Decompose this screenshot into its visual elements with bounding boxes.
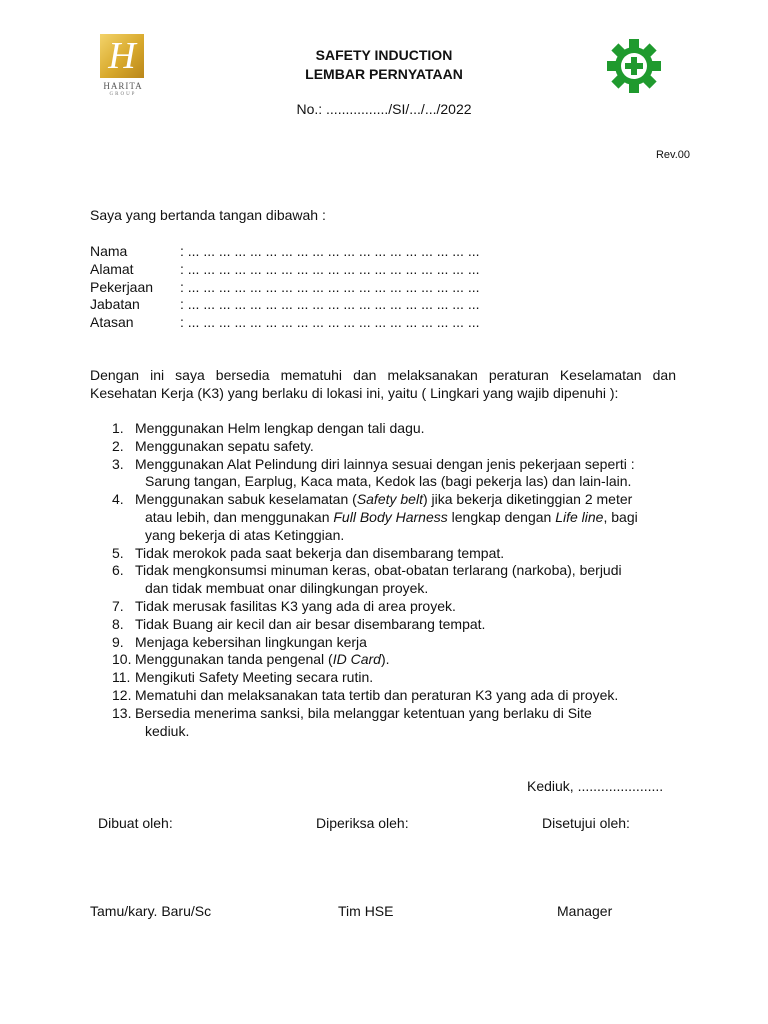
rule-line: dan tidak membuat onar dilingkungan proyek. <box>145 580 429 597</box>
rule-line: Mengikuti Safety Meeting secara rutin. <box>135 669 374 686</box>
rule-line: Menggunakan sabuk keselamatan (Safety belt) jika bekerja diketinggian 2 meter <box>135 491 633 508</box>
document-number: No.: ................/SI/.../.../2022 <box>296 101 472 117</box>
form-label: Pekerjaan <box>90 278 154 295</box>
rule-line: yang bekerja di atas Ketinggian. <box>145 526 345 543</box>
rule-text <box>135 491 680 544</box>
approved-by-label: Disetujui oleh: <box>542 815 630 831</box>
rule-number: 11. <box>112 669 131 686</box>
rule-text <box>135 687 680 705</box>
form-blank: : ... ... ... ... ... ... ... ... ... ... ... ... ... ... ... ... ... ... ... <box>180 260 480 277</box>
rule-text <box>135 545 680 563</box>
form-blank: : ... ... ... ... ... ... ... ... ... ... ... ... ... ... ... ... ... ... ... <box>180 314 480 331</box>
form-blank: : ... ... ... ... ... ... ... ... ... ... ... ... ... ... ... ... ... ... ... <box>180 296 480 313</box>
rule-line: Menggunakan Helm lengkap dengan tali dagu. <box>135 420 425 436</box>
rule-item <box>112 491 680 544</box>
checked-by-label: Diperiksa oleh: <box>316 815 409 831</box>
k3-safety-gear-icon <box>606 38 662 94</box>
rule-line: Menjaga kebersihan lingkungan kerja <box>135 633 367 650</box>
form-blank: : ... ... ... ... ... ... ... ... ... ... ... ... ... ... ... ... ... ... ... <box>180 243 480 259</box>
rule-item <box>112 705 680 741</box>
rule-line: Bersedia menerima sanksi, bila melanggar ketentuan yang berlaku di Site <box>135 704 592 721</box>
statement-paragraph: Dengan ini saya bersedia mematuhi dan melaksanakan peraturan Keselamatan dan Kesehatan Kerja (K3) yang berlaku di lokasi ini, yaitu ( Lingkari yang wajib dipenuhi ): <box>90 367 676 401</box>
form-label: Nama <box>90 243 128 259</box>
rule-item <box>112 598 680 616</box>
harita-logo <box>92 34 154 102</box>
rule-item <box>112 562 680 598</box>
intro-text: Saya yang bertanda tangan dibawah : <box>90 207 326 223</box>
form-row-jabatan <box>90 296 480 314</box>
rule-item <box>112 651 680 669</box>
rule-number: 5. <box>112 544 124 561</box>
rule-number: 10. <box>112 651 132 668</box>
rules-list <box>112 420 680 740</box>
form-row-atasan <box>90 314 480 332</box>
rule-line: Tidak mengkonsumsi minuman keras, obat-obatan terlarang (narkoba), berjudi <box>135 562 622 579</box>
form-row-pekerjaan <box>90 279 480 297</box>
form-row-nama <box>90 243 480 261</box>
logo-name: HARITA <box>103 81 143 91</box>
form-label: Atasan <box>90 314 134 331</box>
rule-text <box>135 634 680 652</box>
rule-line: Tidak Buang air kecil dan air besar disembarang tempat. <box>135 615 486 632</box>
form-label: Alamat <box>90 260 134 277</box>
logo-letter: H <box>108 35 136 77</box>
rule-line: Menggunakan Alat Pelindung diri lainnya sesuai dengan jenis pekerjaan seperti : <box>135 455 635 472</box>
rule-line: atau lebih, dan menggunakan Full Body Harness lengkap dengan Life line, bagi <box>145 508 638 525</box>
rule-text <box>135 438 680 456</box>
rule-number: 8. <box>112 615 124 632</box>
rule-item <box>112 456 680 492</box>
rule-item <box>112 616 680 634</box>
rule-item <box>112 634 680 652</box>
rule-item <box>112 545 680 563</box>
rule-line: Tidak merusak fasilitas K3 yang ada di area proyek. <box>135 597 456 614</box>
rule-number: 3. <box>112 455 124 472</box>
approved-by-role: Manager <box>557 903 613 919</box>
rule-number: 4. <box>112 491 124 508</box>
rule-text <box>135 705 680 741</box>
rule-number: 13. <box>112 704 132 721</box>
rule-text <box>135 456 680 492</box>
rule-number: 2. <box>112 437 124 454</box>
rule-item <box>112 438 680 456</box>
rule-item <box>112 687 680 705</box>
rule-line: Menggunakan sepatu safety. <box>135 437 314 454</box>
rule-number: 6. <box>112 562 124 579</box>
made-by-label: Dibuat oleh: <box>98 815 173 831</box>
document-title: SAFETY INDUCTION <box>315 47 453 63</box>
checked-by-role: Tim HSE <box>338 903 394 919</box>
rule-text <box>135 651 680 669</box>
rule-number: 9. <box>112 633 124 650</box>
form-label: Jabatan <box>90 296 140 313</box>
rule-line: kediuk. <box>145 722 190 739</box>
logo-group: GROUP <box>109 92 137 97</box>
rule-line: Sarung tangan, Earplug, Kaca mata, Kedok las (bagi pekerja las) dan lain-lain. <box>145 473 632 490</box>
rule-number: 1. <box>112 420 124 436</box>
revision-label: Rev.00 <box>655 149 690 161</box>
rule-number: 7. <box>112 597 124 614</box>
rule-item <box>112 669 680 687</box>
rule-text <box>135 598 680 616</box>
identity-form <box>90 243 480 332</box>
rule-line: Menggunakan tanda pengenal (ID Card). <box>135 651 390 668</box>
rule-line: Tidak merokok pada saat bekerja dan disembarang tempat. <box>135 544 505 561</box>
document-subtitle: LEMBAR PERNYATAAN <box>305 66 463 82</box>
form-blank: : ... ... ... ... ... ... ... ... ... ... ... ... ... ... ... ... ... ... ... <box>180 278 480 295</box>
rule-number: 12. <box>112 686 132 703</box>
rule-text <box>135 562 680 598</box>
made-by-role: Tamu/kary. Baru/Sc <box>90 903 212 919</box>
rule-text <box>135 420 680 438</box>
rule-text <box>135 616 680 634</box>
place-date: Kediuk, ...................... <box>527 778 664 794</box>
form-row-alamat <box>90 261 480 279</box>
rule-line: Mematuhi dan melaksanakan tata tertib dan peraturan K3 yang ada di proyek. <box>135 686 619 703</box>
rule-item <box>112 420 680 438</box>
rule-text <box>135 669 680 687</box>
